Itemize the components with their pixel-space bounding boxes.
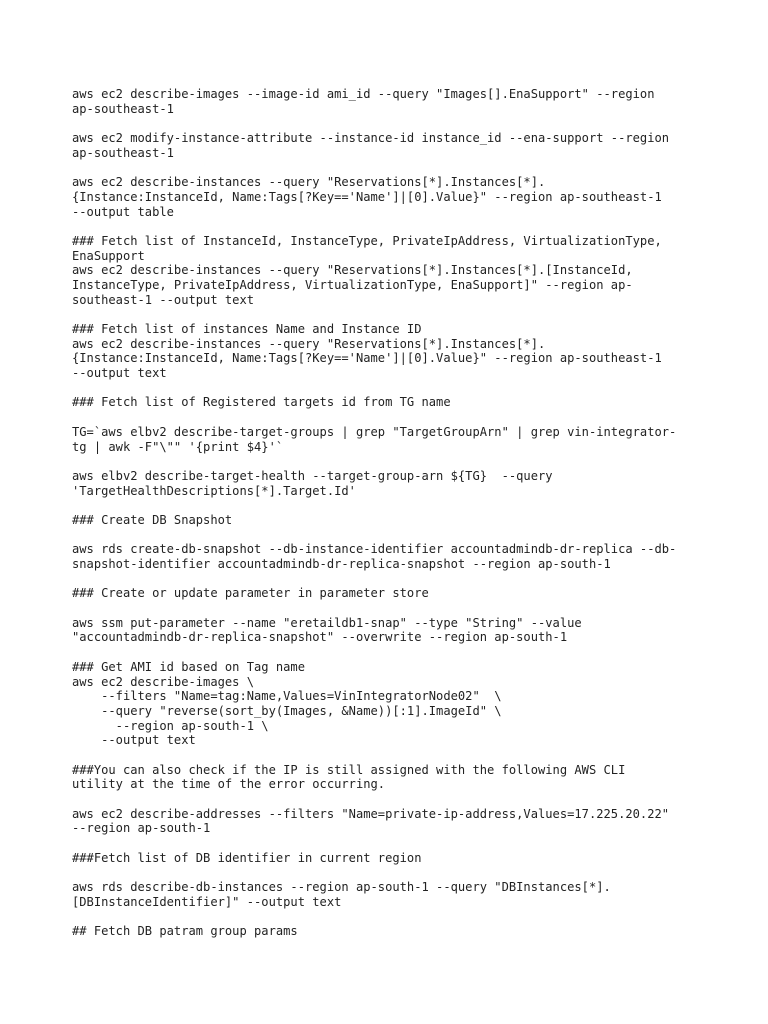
- text-line: InstanceType, PrivateIpAddress, VirtualizationType, EnaSupport]" --region ap-: [72, 277, 633, 292]
- text-line: --filters "Name=tag:Name,Values=VinIntegratorNode02" \: [72, 689, 502, 704]
- text-line: [DBInstanceIdentifier]" --output text: [72, 894, 342, 909]
- paragraph: [72, 763, 712, 792]
- text-line: 'TargetHealthDescriptions[*].Target.Id': [72, 483, 356, 498]
- comment-line: ### Fetch list of Registered targets id from TG name: [72, 395, 451, 410]
- text-line: aws ec2 describe-instances --query "Reservations[*].Instances[*].: [72, 336, 546, 351]
- paragraph: [72, 513, 712, 528]
- text-line: --region ap-south-1 \: [72, 718, 269, 733]
- paragraph: [72, 395, 712, 410]
- paragraph: [72, 880, 712, 909]
- text-line: aws ec2 describe-images \: [72, 674, 255, 689]
- text-line: --output text: [72, 366, 167, 381]
- text-line: aws ec2 describe-instances --query "Reservations[*].Instances[*].: [72, 175, 546, 190]
- paragraph: [72, 542, 712, 571]
- text-line: aws ec2 modify-instance-attribute --instance-id instance_id --ena-support --region: [72, 131, 670, 146]
- text-line: {Instance:InstanceId, Name:Tags[?Key=='Name']|[0].Value}" --region ap-southeast-1: [72, 351, 662, 366]
- text-line: ap-southeast-1: [72, 145, 174, 160]
- paragraph: [72, 322, 712, 381]
- text-line: --region ap-south-1: [72, 821, 211, 836]
- comment-line: ### Create DB Snapshot: [72, 512, 233, 527]
- text-line: aws ec2 describe-instances --query "Reservations[*].Instances[*].[InstanceId,: [72, 263, 633, 278]
- paragraph: [72, 425, 712, 454]
- paragraph: [72, 660, 712, 748]
- text-line: tg | awk -F"\"" '{print $4}'`: [72, 439, 284, 454]
- comment-line: ### Fetch list of InstanceId, InstanceType, PrivateIpAddress, VirtualizationType,: [72, 233, 662, 248]
- comment-line: ### Create or update parameter in parameter store: [72, 586, 429, 601]
- document-body: [72, 87, 712, 954]
- comment-line: ## Fetch DB patram group params: [72, 924, 298, 939]
- text-line: "accountadmindb-dr-replica-snapshot" --overwrite --region ap-south-1: [72, 630, 568, 645]
- text-line: southeast-1 --output text: [72, 292, 255, 307]
- paragraph: [72, 616, 712, 645]
- paragraph: [72, 175, 712, 219]
- text-line: aws elbv2 describe-target-health --target-group-arn ${TG} --query: [72, 468, 553, 483]
- comment-line: ### Get AMI id based on Tag name: [72, 659, 305, 674]
- text-line: --query "reverse(sort_by(Images, &Name))[:1].ImageId" \: [72, 703, 502, 718]
- comment-line: ### Fetch list of instances Name and Instance ID: [72, 322, 422, 336]
- text-line: snapshot-identifier accountadmindb-dr-replica-snapshot --region ap-south-1: [72, 557, 611, 571]
- text-line: aws rds describe-db-instances --region ap-south-1 --query "DBInstances[*].: [72, 880, 611, 895]
- paragraph: [72, 807, 712, 836]
- comment-line: ###You can also check if the IP is still assigned with the following AWS CLI: [72, 762, 626, 777]
- comment-line: utility at the time of the error occurring.: [72, 777, 386, 792]
- paragraph: [72, 131, 712, 160]
- paragraph: [72, 851, 712, 866]
- paragraph: [72, 469, 712, 498]
- comment-line: ###Fetch list of DB identifier in current region: [72, 850, 422, 865]
- comment-line: EnaSupport: [72, 248, 145, 263]
- text-line: TG=`aws elbv2 describe-target-groups | grep "TargetGroupArn" | grep vin-integrator-: [72, 424, 677, 439]
- text-line: --output text: [72, 733, 196, 748]
- text-line: --output table: [72, 204, 174, 219]
- text-line: ap-southeast-1: [72, 101, 174, 116]
- text-line: aws ec2 describe-addresses --filters "Name=private-ip-address,Values=17.225.20.22": [72, 806, 670, 821]
- paragraph: [72, 234, 712, 307]
- paragraph: [72, 586, 712, 601]
- text-line: {Instance:InstanceId, Name:Tags[?Key=='Name']|[0].Value}" --region ap-southeast-1: [72, 189, 662, 204]
- text-line: aws rds create-db-snapshot --db-instance-identifier accountadmindb-dr-replica --db-: [72, 542, 677, 557]
- paragraph: [72, 924, 712, 939]
- paragraph: [72, 87, 712, 116]
- text-line: aws ec2 describe-images --image-id ami_id --query "Images[].EnaSupport" --region: [72, 87, 655, 101]
- text-line: aws ssm put-parameter --name "eretaildb1-snap" --type "String" --value: [72, 615, 582, 630]
